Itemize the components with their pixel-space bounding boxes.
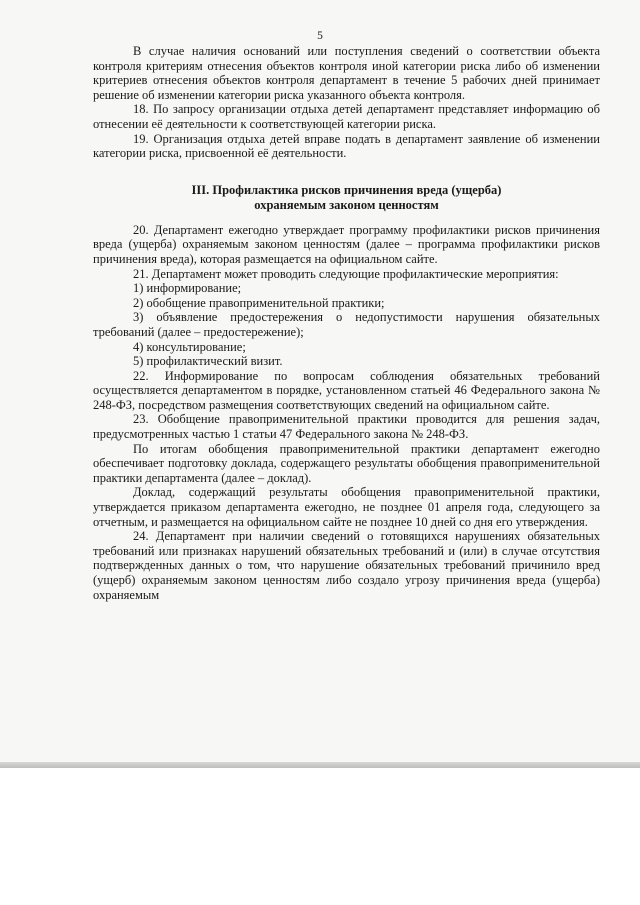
paragraph-22: 22. Информирование по вопросам соблюдения обязательных требований осуществляется департаментом в порядке, установленном статьей 46 Федерального закона № 248-ФЗ, посредством размещения соответствующих сведений на официальном сайте.: [93, 368, 600, 412]
paragraph-20: 20. Департамент ежегодно утверждает программу профилактики рисков причинения вреда (ущерба) охраняемым законом ценностям (далее – программа профилактики рисков причинения вреда), которая размещается на официальном сайте.: [93, 222, 600, 266]
paragraph-19: 19. Организация отдыха детей вправе подать в департамент заявление об изменении категории риска, присвоенной её деятельности.: [93, 131, 600, 161]
section-heading-line-1: III. Профилактика рисков причинения вреда (ущерба): [191, 182, 502, 197]
section-heading-line-2: охраняемым законом ценностям: [254, 197, 439, 212]
paragraph-21: 21. Департамент может проводить следующие профилактические мероприятия:: [133, 266, 559, 281]
list-item-generalization: 2) обобщение правоприменительной практики;: [133, 295, 385, 310]
list-item-warning: 3) объявление предостережения о недопустимости нарушения обязательных требований (далее – предостережение);: [93, 310, 600, 339]
paragraph-18: 18. По запросу организации отдыха детей департамент представляет информацию об отнесении её деятельности к соответствующей категории риска.: [93, 102, 600, 131]
list-item-preventive-visit: 5) профилактический визит.: [133, 354, 283, 369]
list-item-informing: 1) информирование;: [133, 281, 242, 296]
scan-bottom-edge: [0, 762, 640, 768]
paragraph-category-change: В случае наличия оснований или поступления сведений о соответствии объекта контроля критериям отнесения объектов контроля иной категории риска либо об изменении критериев отнесения объектов контроля департамент в течение 5 рабочих дней принимает решение об изменении категории риска указанного объекта контроля.: [93, 44, 600, 102]
section-heading: [93, 183, 600, 213]
list-item-consulting: 4) консультирование;: [133, 339, 246, 354]
paragraph-23-approval: Доклад, содержащий результаты обобщения правоприменительной практики, утверждается приказом департамента ежегодно, не позднее 01 апреля года, следующего за отчетным, и размещается на официальном сайте не позднее 10 дней со дня его утверждения.: [93, 485, 600, 529]
document-body: [93, 44, 600, 602]
paragraph-23-report: По итогам обобщения правоприменительной практики департамент ежегодно обеспечивает подготовку доклада, содержащего результаты обобщения правоприменительной практики департамента (далее – доклад).: [93, 441, 600, 485]
page-number: 5: [317, 30, 323, 42]
paragraph-23: 23. Обобщение правоприменительной практики проводится для решения задач, предусмотренных частью 1 статьи 47 Федерального закона № 248-ФЗ.: [93, 412, 600, 442]
paragraph-24: 24. Департамент при наличии сведений о готовящихся нарушениях обязательных требований или признаках нарушений обязательных требований и (или) в случае отсутствия подтвержденных данных о том, что нарушение обязательных требований причинило вред (ущерб) охраняемым законом ценностям либо создало угрозу причинения вреда (ущерба) охраняемым: [93, 529, 600, 602]
